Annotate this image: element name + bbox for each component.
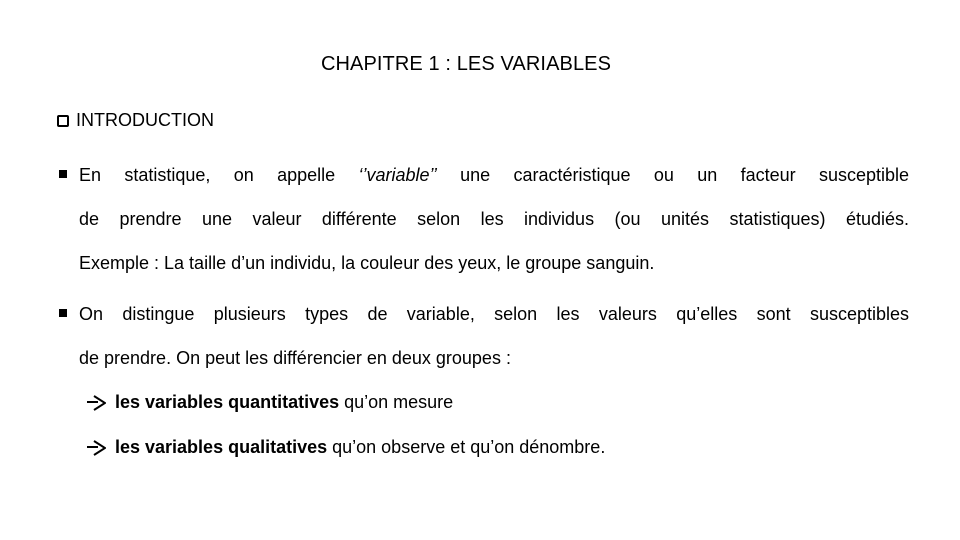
section-heading [57,110,214,131]
sub-item-qualitative [86,437,605,458]
bullet-types-line-2: de prendre. On peut les différencier en deux groupes : [79,348,511,368]
square-bullet-icon [59,170,67,178]
bullet-definition [59,153,909,285]
arrowhead-bullet-icon [86,395,106,411]
bullet-definition-line-1: En statistique, on appelle ‘’variable’’ une caractéristique ou un facteur susceptible [79,165,910,185]
arrowhead-bullet-icon [86,440,106,456]
square-bullet-icon [59,309,67,317]
sub-item-qualitative-term: les variables qualitatives [115,437,328,457]
sub-item-qualitative-text: qu’on observe et qu’on dénombre. [327,437,606,457]
bullet-types-line-1: On distingue plusieurs types de variable, selon les valeurs qu’elles sont susceptibles [79,304,909,324]
sub-item-quantitative [86,392,453,413]
bullet-definition-example: Exemple : La taille d’un individu, la couleur des yeux, le groupe sanguin. [79,253,655,273]
sub-item-quantitative-text: qu’on mesure [339,392,454,412]
checkbox-square-icon [57,115,69,127]
page-title: CHAPITRE 1 : LES VARIABLES [320,53,612,75]
bullet-definition-line-2: de prendre une valeur différente selon les individus (ou unités statistiques) étudiés. [79,209,909,229]
section-heading-label: INTRODUCTION [76,110,214,130]
bullet-types [59,292,909,380]
sub-item-quantitative-term: les variables quantitatives [115,392,340,412]
term-variable: ‘’variable’’ [358,165,437,185]
